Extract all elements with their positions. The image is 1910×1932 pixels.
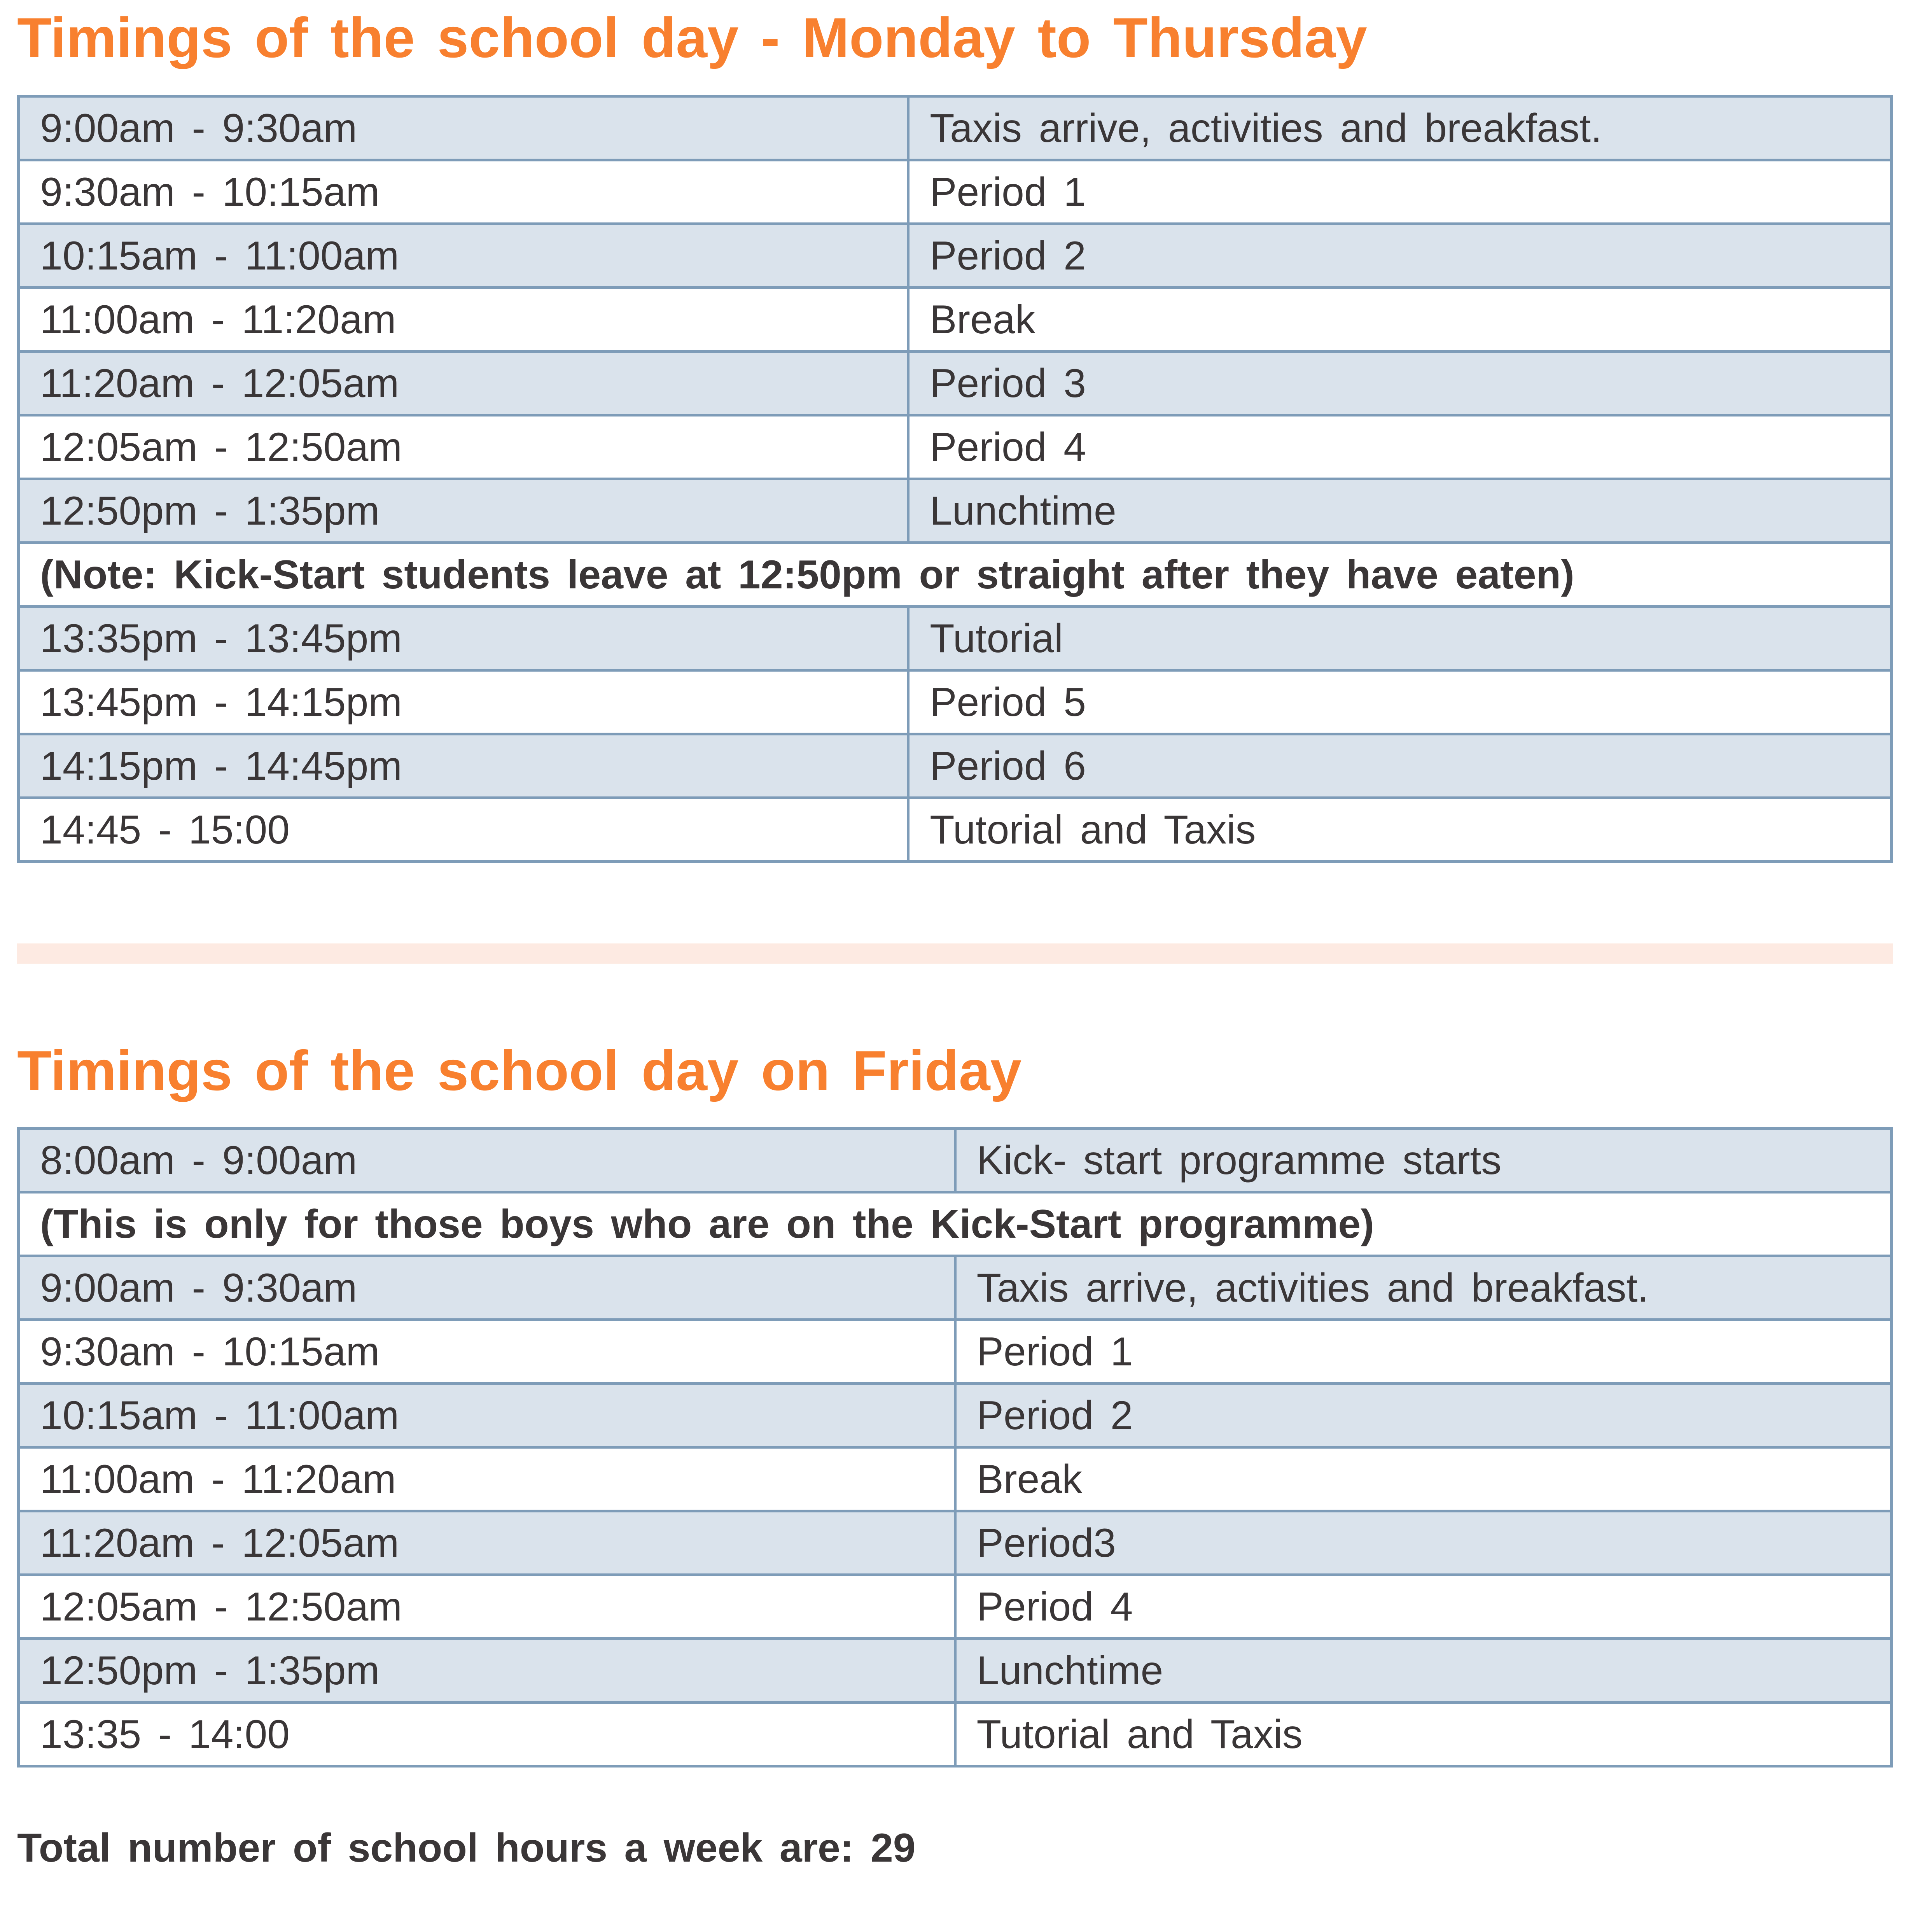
activity-cell: Tutorial and Taxis [955,1703,1892,1766]
time-cell: 12:50pm - 1:35pm [19,1639,955,1703]
time-cell: 10:15am - 11:00am [19,224,908,288]
table-row [19,1575,1892,1639]
divider-bar [17,943,1893,964]
time-cell: 13:35pm - 13:45pm [19,607,908,670]
table-row [19,1447,1892,1511]
note-text: (This is only for those boys who are on the Kick-Start programme) [19,1192,1892,1256]
section-heading-mon-thu: Timings of the school day - Monday to Thursday [17,6,1367,69]
activity-cell: Tutorial [908,607,1892,670]
time-cell: 11:20am - 12:05am [19,352,908,415]
note-row [19,543,1892,607]
time-cell: 14:45 - 15:00 [19,798,908,862]
activity-cell: Kick- start programme starts [955,1129,1892,1192]
activity-cell: Break [955,1447,1892,1511]
activity-cell: Period 4 [908,415,1892,479]
table-row [19,1703,1892,1766]
time-cell: 9:30am - 10:15am [19,1320,955,1384]
table-row [19,1511,1892,1575]
total-hours-text: Total number of school hours a week are: 29 [17,1825,916,1871]
table-row [19,288,1892,352]
note-text: (Note: Kick-Start students leave at 12:50pm or straight after they have eaten) [19,543,1892,607]
time-cell: 14:15pm - 14:45pm [19,734,908,798]
activity-cell: Period 2 [955,1384,1892,1447]
table-row [19,1320,1892,1384]
table-row [19,415,1892,479]
table-row [19,734,1892,798]
table-row [19,160,1892,224]
table-row [19,479,1892,543]
activity-cell: Taxis arrive, activities and breakfast. [908,96,1892,160]
activity-cell: Tutorial and Taxis [908,798,1892,862]
activity-cell: Period 6 [908,734,1892,798]
table-row [19,798,1892,862]
activity-cell: Period3 [955,1511,1892,1575]
schedule-table-friday [17,1127,1893,1768]
time-cell: 11:00am - 11:20am [19,288,908,352]
table-row [19,96,1892,160]
activity-cell: Lunchtime [955,1639,1892,1703]
activity-cell: Period 5 [908,670,1892,734]
time-cell: 10:15am - 11:00am [19,1384,955,1447]
note-row [19,1192,1892,1256]
activity-cell: Period 1 [908,160,1892,224]
time-cell: 12:50pm - 1:35pm [19,479,908,543]
activity-cell: Lunchtime [908,479,1892,543]
activity-cell: Period 2 [908,224,1892,288]
section-heading-friday: Timings of the school day on Friday [17,1039,1022,1102]
table-row [19,1384,1892,1447]
time-cell: 13:35 - 14:00 [19,1703,955,1766]
time-cell: 9:00am - 9:30am [19,96,908,160]
activity-cell: Period 3 [908,352,1892,415]
table-row [19,224,1892,288]
time-cell: 9:00am - 9:30am [19,1256,955,1320]
table-row [19,352,1892,415]
table-row [19,1129,1892,1192]
schedule-table-mon-thu [17,95,1893,863]
time-cell: 12:05am - 12:50am [19,1575,955,1639]
time-cell: 13:45pm - 14:15pm [19,670,908,734]
activity-cell: Period 4 [955,1575,1892,1639]
activity-cell: Period 1 [955,1320,1892,1384]
time-cell: 12:05am - 12:50am [19,415,908,479]
time-cell: 11:00am - 11:20am [19,1447,955,1511]
table-row [19,1256,1892,1320]
time-cell: 11:20am - 12:05am [19,1511,955,1575]
time-cell: 8:00am - 9:00am [19,1129,955,1192]
time-cell: 9:30am - 10:15am [19,160,908,224]
activity-cell: Taxis arrive, activities and breakfast. [955,1256,1892,1320]
table-row [19,607,1892,670]
activity-cell: Break [908,288,1892,352]
table-row [19,670,1892,734]
table-row [19,1639,1892,1703]
